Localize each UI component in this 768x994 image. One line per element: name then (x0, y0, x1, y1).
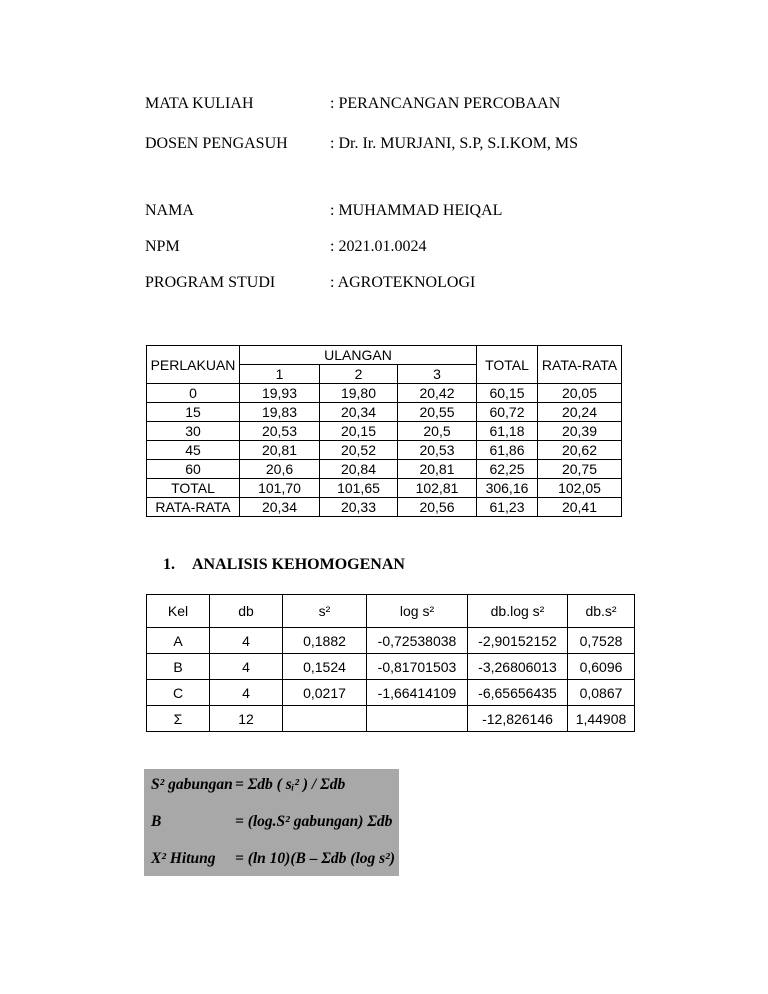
table1-header-total: TOTAL (477, 346, 538, 384)
cell: 61,86 (477, 441, 538, 460)
table1-subcol-2: 2 (320, 365, 398, 384)
cell: -1,66414109 (367, 680, 468, 706)
cell: 20,53 (398, 441, 477, 460)
formula-lhs: B (151, 813, 162, 830)
formula-x2-hitung (151, 850, 395, 867)
program-studi-value: : AGROTEKNOLOGI (330, 274, 476, 291)
cell: 101,70 (240, 479, 320, 498)
cell: 19,83 (240, 403, 320, 422)
table1-header-row-1 (147, 346, 622, 365)
cell: 101,65 (320, 479, 398, 498)
cell: 20,81 (240, 441, 320, 460)
cell: 306,16 (477, 479, 538, 498)
cell: 20,62 (538, 441, 622, 460)
cell: Σ (147, 706, 210, 732)
table1-header-perlakuan: PERLAKUAN (147, 346, 240, 384)
dosen-pengasuh-label: DOSEN PENGASUH (145, 135, 288, 152)
cell: -3,26806013 (468, 654, 568, 680)
cell: 20,53 (240, 422, 320, 441)
cell: 62,25 (477, 460, 538, 479)
cell: 4 (210, 628, 283, 654)
mata-kuliah-value: : PERANCANGAN PERCOBAAN (330, 95, 561, 112)
formula-rhs: = (ln 10)(B – Σdb (log s²) (235, 850, 395, 867)
section-heading (163, 556, 405, 574)
cell: 4 (210, 680, 283, 706)
cell: 20,56 (398, 498, 477, 517)
cell: 61,23 (477, 498, 538, 517)
cell: 20,81 (398, 460, 477, 479)
cell: -6,65656435 (468, 680, 568, 706)
cell: 60,15 (477, 384, 538, 403)
table1-subcol-1: 1 (240, 365, 320, 384)
table2-header-dblogs2: db.log s² (468, 595, 568, 628)
homogeneity-table (146, 594, 635, 732)
formula-rhs: = (log.S² gabungan) Σdb (235, 813, 393, 830)
dosen-pengasuh-value: : Dr. Ir. MURJANI, S.P, S.I.KOM, MS (330, 135, 579, 152)
table-row (147, 680, 635, 706)
cell: 20,39 (538, 422, 622, 441)
cell: 19,80 (320, 384, 398, 403)
dosen-pengasuh-row (145, 135, 578, 153)
cell: 20,55 (398, 403, 477, 422)
npm-row (145, 238, 502, 256)
formula-lhs: X² Hitung (151, 850, 216, 867)
cell: 60 (147, 460, 240, 479)
table1-header-ulangan: ULANGAN (240, 346, 477, 365)
cell: 20,34 (240, 498, 320, 517)
nama-value: : MUHAMMAD HEIQAL (330, 202, 503, 219)
table-row (147, 460, 622, 479)
cell: 61,18 (477, 422, 538, 441)
cell: 20,15 (320, 422, 398, 441)
program-studi-label: PROGRAM STUDI (145, 274, 276, 291)
formula-b (151, 813, 391, 830)
formula-block (144, 769, 399, 876)
cell: 20,84 (320, 460, 398, 479)
table-row (147, 403, 622, 422)
table-row-sigma (147, 706, 635, 732)
cell: B (147, 654, 210, 680)
student-info-block (145, 202, 502, 310)
cell: 0,6096 (568, 654, 635, 680)
cell: 45 (147, 441, 240, 460)
cell: -0,81701503 (367, 654, 468, 680)
table1-header-rata: RATA-RATA (538, 346, 622, 384)
table-row-rata (147, 498, 622, 517)
table-row-total (147, 479, 622, 498)
cell (283, 706, 367, 732)
cell: 20,41 (538, 498, 622, 517)
cell: 19,93 (240, 384, 320, 403)
cell: 20,52 (320, 441, 398, 460)
cell: 20,5 (398, 422, 477, 441)
table-row (147, 384, 622, 403)
cell: RATA-RATA (147, 498, 240, 517)
cell: 20,42 (398, 384, 477, 403)
cell: 0,0217 (283, 680, 367, 706)
cell: 0,0867 (568, 680, 635, 706)
table-row (147, 441, 622, 460)
table-row (147, 654, 635, 680)
cell: 20,75 (538, 460, 622, 479)
cell: 0,7528 (568, 628, 635, 654)
table-row (147, 422, 622, 441)
mata-kuliah-row (145, 95, 578, 113)
cell: 30 (147, 422, 240, 441)
cell: -12,826146 (468, 706, 568, 732)
nama-label: NAMA (145, 202, 194, 219)
cell: 15 (147, 403, 240, 422)
ulangan-table (146, 345, 622, 517)
table-row (147, 628, 635, 654)
cell: -0,72538038 (367, 628, 468, 654)
section-number: 1. (163, 556, 175, 573)
table2-header-dbs2: db.s² (568, 595, 635, 628)
nama-row (145, 202, 502, 220)
mata-kuliah-label: MATA KULIAH (145, 95, 254, 112)
npm-value: : 2021.01.0024 (330, 238, 427, 255)
cell: 60,72 (477, 403, 538, 422)
table2-header-row (147, 595, 635, 628)
table1-subcol-3: 3 (398, 365, 477, 384)
cell: 20,24 (538, 403, 622, 422)
cell: 102,05 (538, 479, 622, 498)
formula-rhs: = Σdb ( sᵢ² ) / Σdb (235, 776, 346, 793)
cell: 20,33 (320, 498, 398, 517)
cell: A (147, 628, 210, 654)
cell: 102,81 (398, 479, 477, 498)
course-info-block (145, 95, 578, 175)
program-studi-row (145, 274, 502, 292)
cell: C (147, 680, 210, 706)
cell: 20,34 (320, 403, 398, 422)
cell: 12 (210, 706, 283, 732)
table2-header-db: db (210, 595, 283, 628)
cell: 0 (147, 384, 240, 403)
cell: 0,1882 (283, 628, 367, 654)
table2-header-s2: s² (283, 595, 367, 628)
cell: 20,6 (240, 460, 320, 479)
cell (367, 706, 468, 732)
cell: 4 (210, 654, 283, 680)
formula-lhs: S² gabungan (151, 776, 233, 793)
cell: -2,90152152 (468, 628, 568, 654)
npm-label: NPM (145, 238, 180, 255)
cell: 20,05 (538, 384, 622, 403)
formula-s2-gabungan (151, 776, 391, 793)
table2-header-logs2: log s² (367, 595, 468, 628)
table2-header-kel: Kel (147, 595, 210, 628)
cell: 1,44908 (568, 706, 635, 732)
section-title: ANALISIS KEHOMOGENAN (192, 556, 405, 573)
cell: 0,1524 (283, 654, 367, 680)
cell: TOTAL (147, 479, 240, 498)
